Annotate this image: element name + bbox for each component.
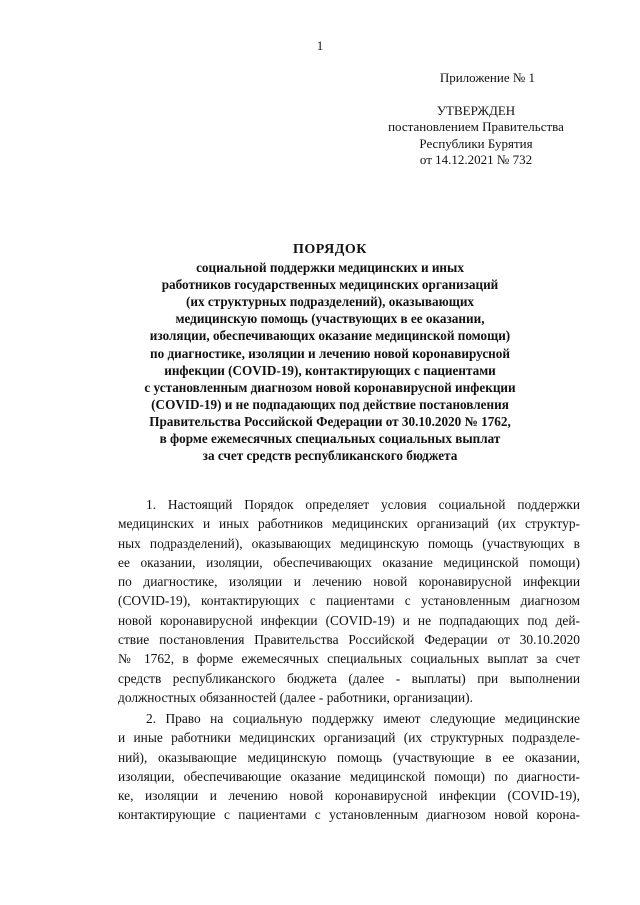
text-line: ке, изоляции и лечению новой коронавирусной инфекции (COVID-19), — [118, 788, 580, 804]
title-heading: ПОРЯДОК — [293, 242, 367, 257]
title-line: работников государственных медицинских организаций — [161, 277, 499, 293]
title-line: в форме ежемесячных специальных социальных выплат — [159, 431, 501, 447]
paragraph-2 — [118, 709, 580, 825]
title-line: по диагностике, изоляции и лечению новой коронавирусной — [150, 345, 510, 361]
text-line: 2. Право на социальную поддержку имеют следующие медицинские — [146, 711, 580, 726]
approval-line-1: постановлением Правительства — [388, 119, 564, 134]
text-line: новой коронавирусной инфекции (COVID-19) и не подпадающих под дей- — [118, 612, 580, 628]
text-line: медицинских и иных работников медицинских организаций (их структур- — [118, 516, 580, 532]
approval-line-2: Республики Бурятия — [419, 135, 533, 151]
appendix-label: Приложение № 1 — [439, 70, 535, 85]
page-number: 1 — [316, 38, 324, 53]
title-line: инфекции (COVID-19), контактирующих с пациентами — [164, 362, 496, 378]
paragraph-1 — [118, 495, 580, 707]
title-line: социальной поддержки медицинских и иных — [196, 260, 464, 276]
approval-date: от 14.12.2021 № 732 — [419, 152, 533, 167]
title-line: Правительства Российской Федерации от 30.10.2020 № 1762, — [149, 413, 511, 429]
document-title — [80, 241, 580, 464]
approval-stamp — [360, 70, 592, 169]
text-line: и иные работники медицинских организаций (их структурных подразделе- — [118, 730, 580, 746]
text-line: 1. Настоящий Порядок определяет условия социальной поддержки — [146, 497, 580, 512]
title-line: за счет средств республиканского бюджета — [202, 448, 458, 464]
title-line: с установленным диагнозом новой коронавирусной инфекции — [144, 379, 516, 395]
text-line: ее оказании, изоляции, обеспечивающих оказание медицинской помощи) — [118, 554, 580, 570]
title-line: изоляции, обеспечивающих оказание медицинской помощи) — [149, 328, 511, 344]
text-line: по диагностике, изоляции и лечению новой коронавирусной инфекции — [118, 574, 580, 590]
text-line: ных подразделений), оказывающих медицинскую помощь (участвующих в — [118, 535, 580, 551]
text-line: ствие постановления Правительства Российской Федерации от 30.10.2020 — [118, 632, 580, 648]
text-line: должностных обязанностей (далее - работники, организации). — [118, 689, 473, 705]
text-line: № 1762, в форме ежемесячных специальных социальных выплат за счет — [118, 651, 580, 667]
approved-label: УТВЕРЖДЕН — [436, 102, 516, 118]
text-line: изоляции, обеспечивающие оказание медицинской помощи) по диагности- — [118, 768, 580, 784]
text-line: (COVID-19), контактирующих с пациентами с установленным диагнозом — [118, 593, 580, 609]
title-line: (COVID-19) и не подпадающих под действие постановления — [151, 396, 509, 412]
title-line: медицинскую помощь (участвующих в ее оказании, — [175, 311, 485, 327]
title-line: (их структурных подразделений), оказывающих — [185, 294, 475, 310]
text-line: контактирующие с пациентами с установленным диагнозом новой корона- — [118, 807, 580, 823]
text-line: средств республиканского бюджета (далее - выплаты) при выполнении — [118, 670, 580, 686]
text-line: ний), оказывающие медицинскую помощь (участвующие в ее оказании, — [118, 749, 580, 765]
